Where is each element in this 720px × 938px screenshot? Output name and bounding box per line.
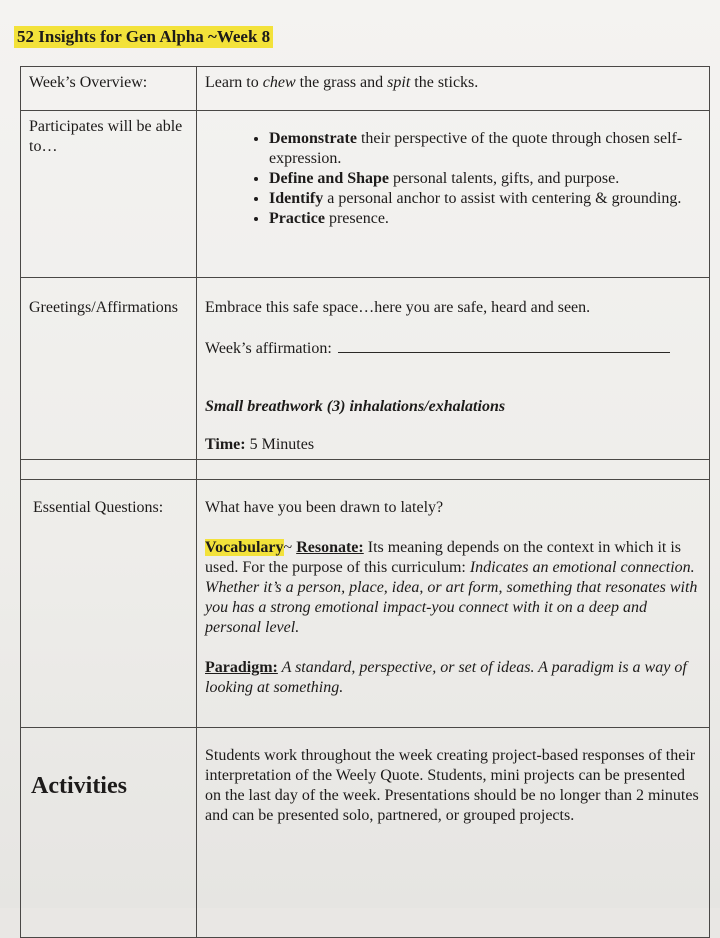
participants-row xyxy=(21,111,710,278)
vocabulary-resonate: Vocabulary~ Resonate: Its meaning depends on the context in which it is used. For the purpose of this curriculum: Indicates an emotional connection. Whether it’s a person, place, idea, or art form, something that resonates with you has a strong emotional impact-you connect with it on a deep and personal level. xyxy=(205,539,698,636)
essential-label: Essential Questions: xyxy=(33,499,164,516)
list-item: • Practice presence. xyxy=(269,209,709,229)
activities-text: Students work throughout the week creating project-based responses of their interpretation of the Weely Quote. Students, mini projects can be presented on the last day of the week. Presentations should be no longer than 2 minutes and can be presented solo, partnered, or grouped projects. xyxy=(205,747,699,824)
time-text: Time: 5 Minutes xyxy=(205,436,315,453)
overview-row xyxy=(21,67,710,111)
activities-heading: Activities xyxy=(31,773,127,799)
overview-text: Learn to chew the grass and spit the sticks. xyxy=(205,74,479,91)
spacer-row xyxy=(21,460,710,480)
activities-row xyxy=(21,728,710,938)
essential-row xyxy=(21,480,710,728)
lesson-plan-table xyxy=(20,66,710,938)
affirmation-blank xyxy=(338,338,670,353)
participants-label: Participates will be able to… xyxy=(29,118,183,155)
vocabulary-paradigm: Paradigm: A standard, perspective, or set of ideas. A paradigm is a way of looking at something. xyxy=(205,659,687,696)
breathwork-text: Small breathwork (3) inhalations/exhalations xyxy=(205,398,506,415)
list-item: • Identify a personal anchor to assist with centering & grounding. xyxy=(269,189,709,209)
objectives-list xyxy=(197,129,709,229)
greetings-label: Greetings/Affirmations xyxy=(29,299,179,316)
greetings-text: Embrace this safe space…here you are safe, heard and seen. xyxy=(205,299,591,316)
vocabulary-label: Vocabulary xyxy=(205,539,284,556)
list-item: • Define and Shape personal talents, gifts, and purpose. xyxy=(269,169,709,189)
overview-label: Week’s Overview: xyxy=(29,74,148,91)
affirmation-field: Week’s affirmation: xyxy=(197,318,709,359)
essential-question: What have you been drawn to lately? xyxy=(205,499,444,516)
document-title: 52 Insights for Gen Alpha ~Week 8 xyxy=(14,26,273,48)
list-item: • Demonstrate their perspective of the quote through chosen self-expression. xyxy=(269,129,709,169)
greetings-row xyxy=(21,278,710,460)
